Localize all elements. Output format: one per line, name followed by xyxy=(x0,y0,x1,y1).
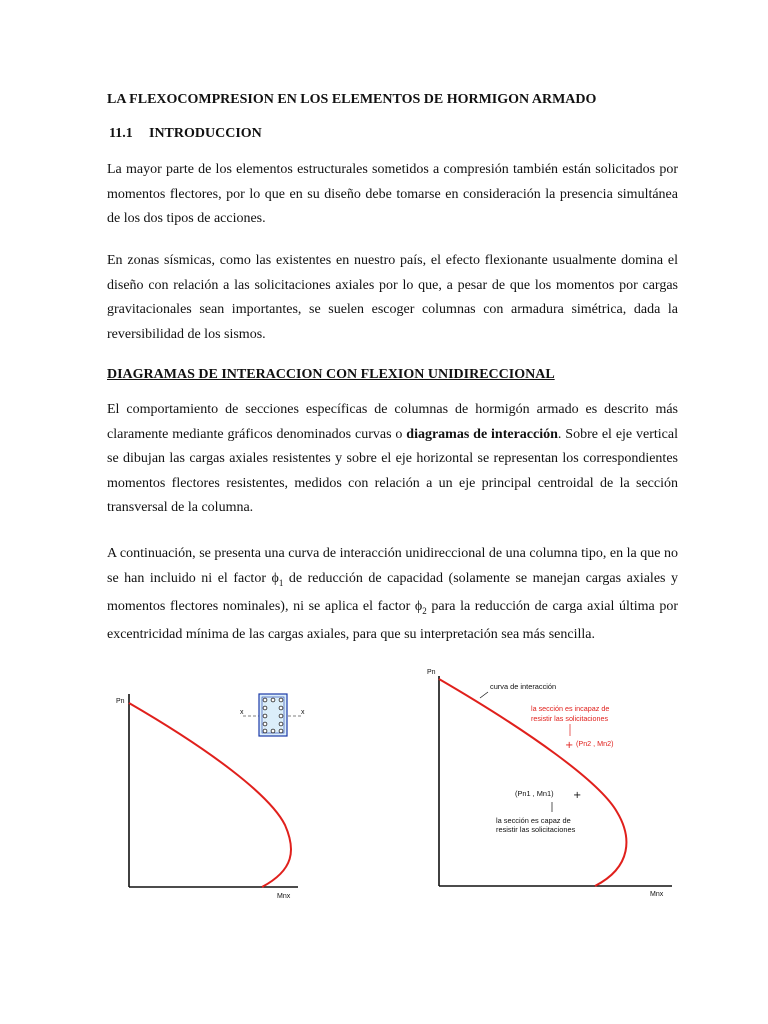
paragraph-4 xyxy=(107,542,678,648)
column-section-icon xyxy=(240,694,305,736)
point-1-label: (Pn1 , Mn1) xyxy=(515,789,554,798)
paragraph-1: La mayor parte de los elementos estructurales sometidos a compresión también están solicitados por momentos flectores, por lo que en su diseño debe tomarse en consideración la presencia simultánea de los dos tipos de acciones. xyxy=(107,162,678,226)
left-y-axis-label: Pn xyxy=(116,698,125,705)
point-2-marker: + xyxy=(565,740,574,751)
paragraph-2: En zonas sísmicas, como las existentes en nuestro país, el efecto flexionante usualmente domina el diseño con relación a las solicitaciones axiales por lo que, a pesar de que los momentos por cargas gravitacionales sean importantes, se suelen escoger columnas con armadura simétrica, dada la reversibilidad de los sismos. xyxy=(107,253,678,342)
interaction-diagrams-heading: DIAGRAMAS DE INTERACCION CON FLEXION UNIDIRECCIONAL xyxy=(107,367,555,382)
section-heading xyxy=(109,126,262,142)
paragraph-4-text-a: A continuación, se presenta una curva de interacción unidireccional de una columna tipo, en la que no se han incluido ni el factor xyxy=(107,546,678,586)
right-interaction-diagram xyxy=(410,662,680,902)
paragraph-4-text-b: de reducción de capacidad (solamente se manejan cargas axiales y momentos flectores nominales), ni se aplica el factor xyxy=(107,570,678,614)
point-2-label: (Pn2 , Mn2) xyxy=(576,739,614,748)
right-x-axis-label: Mnx xyxy=(650,891,664,898)
paragraph-3-text-b: . Sobre el eje vertical se dibujan las cargas axiales resistentes y sobre el eje horizontal se representan los correspondientes momentos flectores resistentes, medidos con relación a un eje principal centroidal de la sección transversal de la columna. xyxy=(107,426,678,515)
paragraph-3-bold-term: diagramas de interacción xyxy=(406,426,558,442)
paragraph-3 xyxy=(107,398,678,521)
paragraph-3-text-a: El comportamiento de secciones específicas de columnas de hormigón armado es descrito más claramente mediante gráficos denominados curvas o xyxy=(107,402,678,442)
phi-1-symbol: $\phi_1$ xyxy=(271,570,284,588)
section-number: 11.1 xyxy=(109,126,133,141)
outside-region-text-line1: la sección es incapaz de xyxy=(531,704,610,713)
right-y-axis-label: Pn xyxy=(427,669,436,676)
inside-region-text-line2: resistir las solicitaciones xyxy=(496,825,576,834)
left-interaction-diagram xyxy=(100,680,330,900)
outside-region-text-line2: resistir las solicitaciones xyxy=(531,714,609,723)
left-x-axis-label: Mnx xyxy=(277,893,291,900)
section-title: INTRODUCCION xyxy=(149,126,262,141)
curve-label-leader xyxy=(480,692,488,698)
section-axis-left-label: x xyxy=(240,709,244,716)
point-1-marker: + xyxy=(573,790,582,801)
curve-label: curva de interacción xyxy=(490,682,557,691)
paragraph-4-text-c: para la reducción de carga axial última por excentricidad mínima de las cargas axiales, para que su interpretación sea más sencilla. xyxy=(107,598,678,643)
phi-2-symbol: $\phi_2$ xyxy=(414,598,427,616)
section-axis-right-label: x xyxy=(301,709,305,716)
inside-region-text-line1: la sección es capaz de xyxy=(496,816,571,825)
document-title: LA FLEXOCOMPRESION EN LOS ELEMENTOS DE HORMIGON ARMADO xyxy=(107,92,597,107)
